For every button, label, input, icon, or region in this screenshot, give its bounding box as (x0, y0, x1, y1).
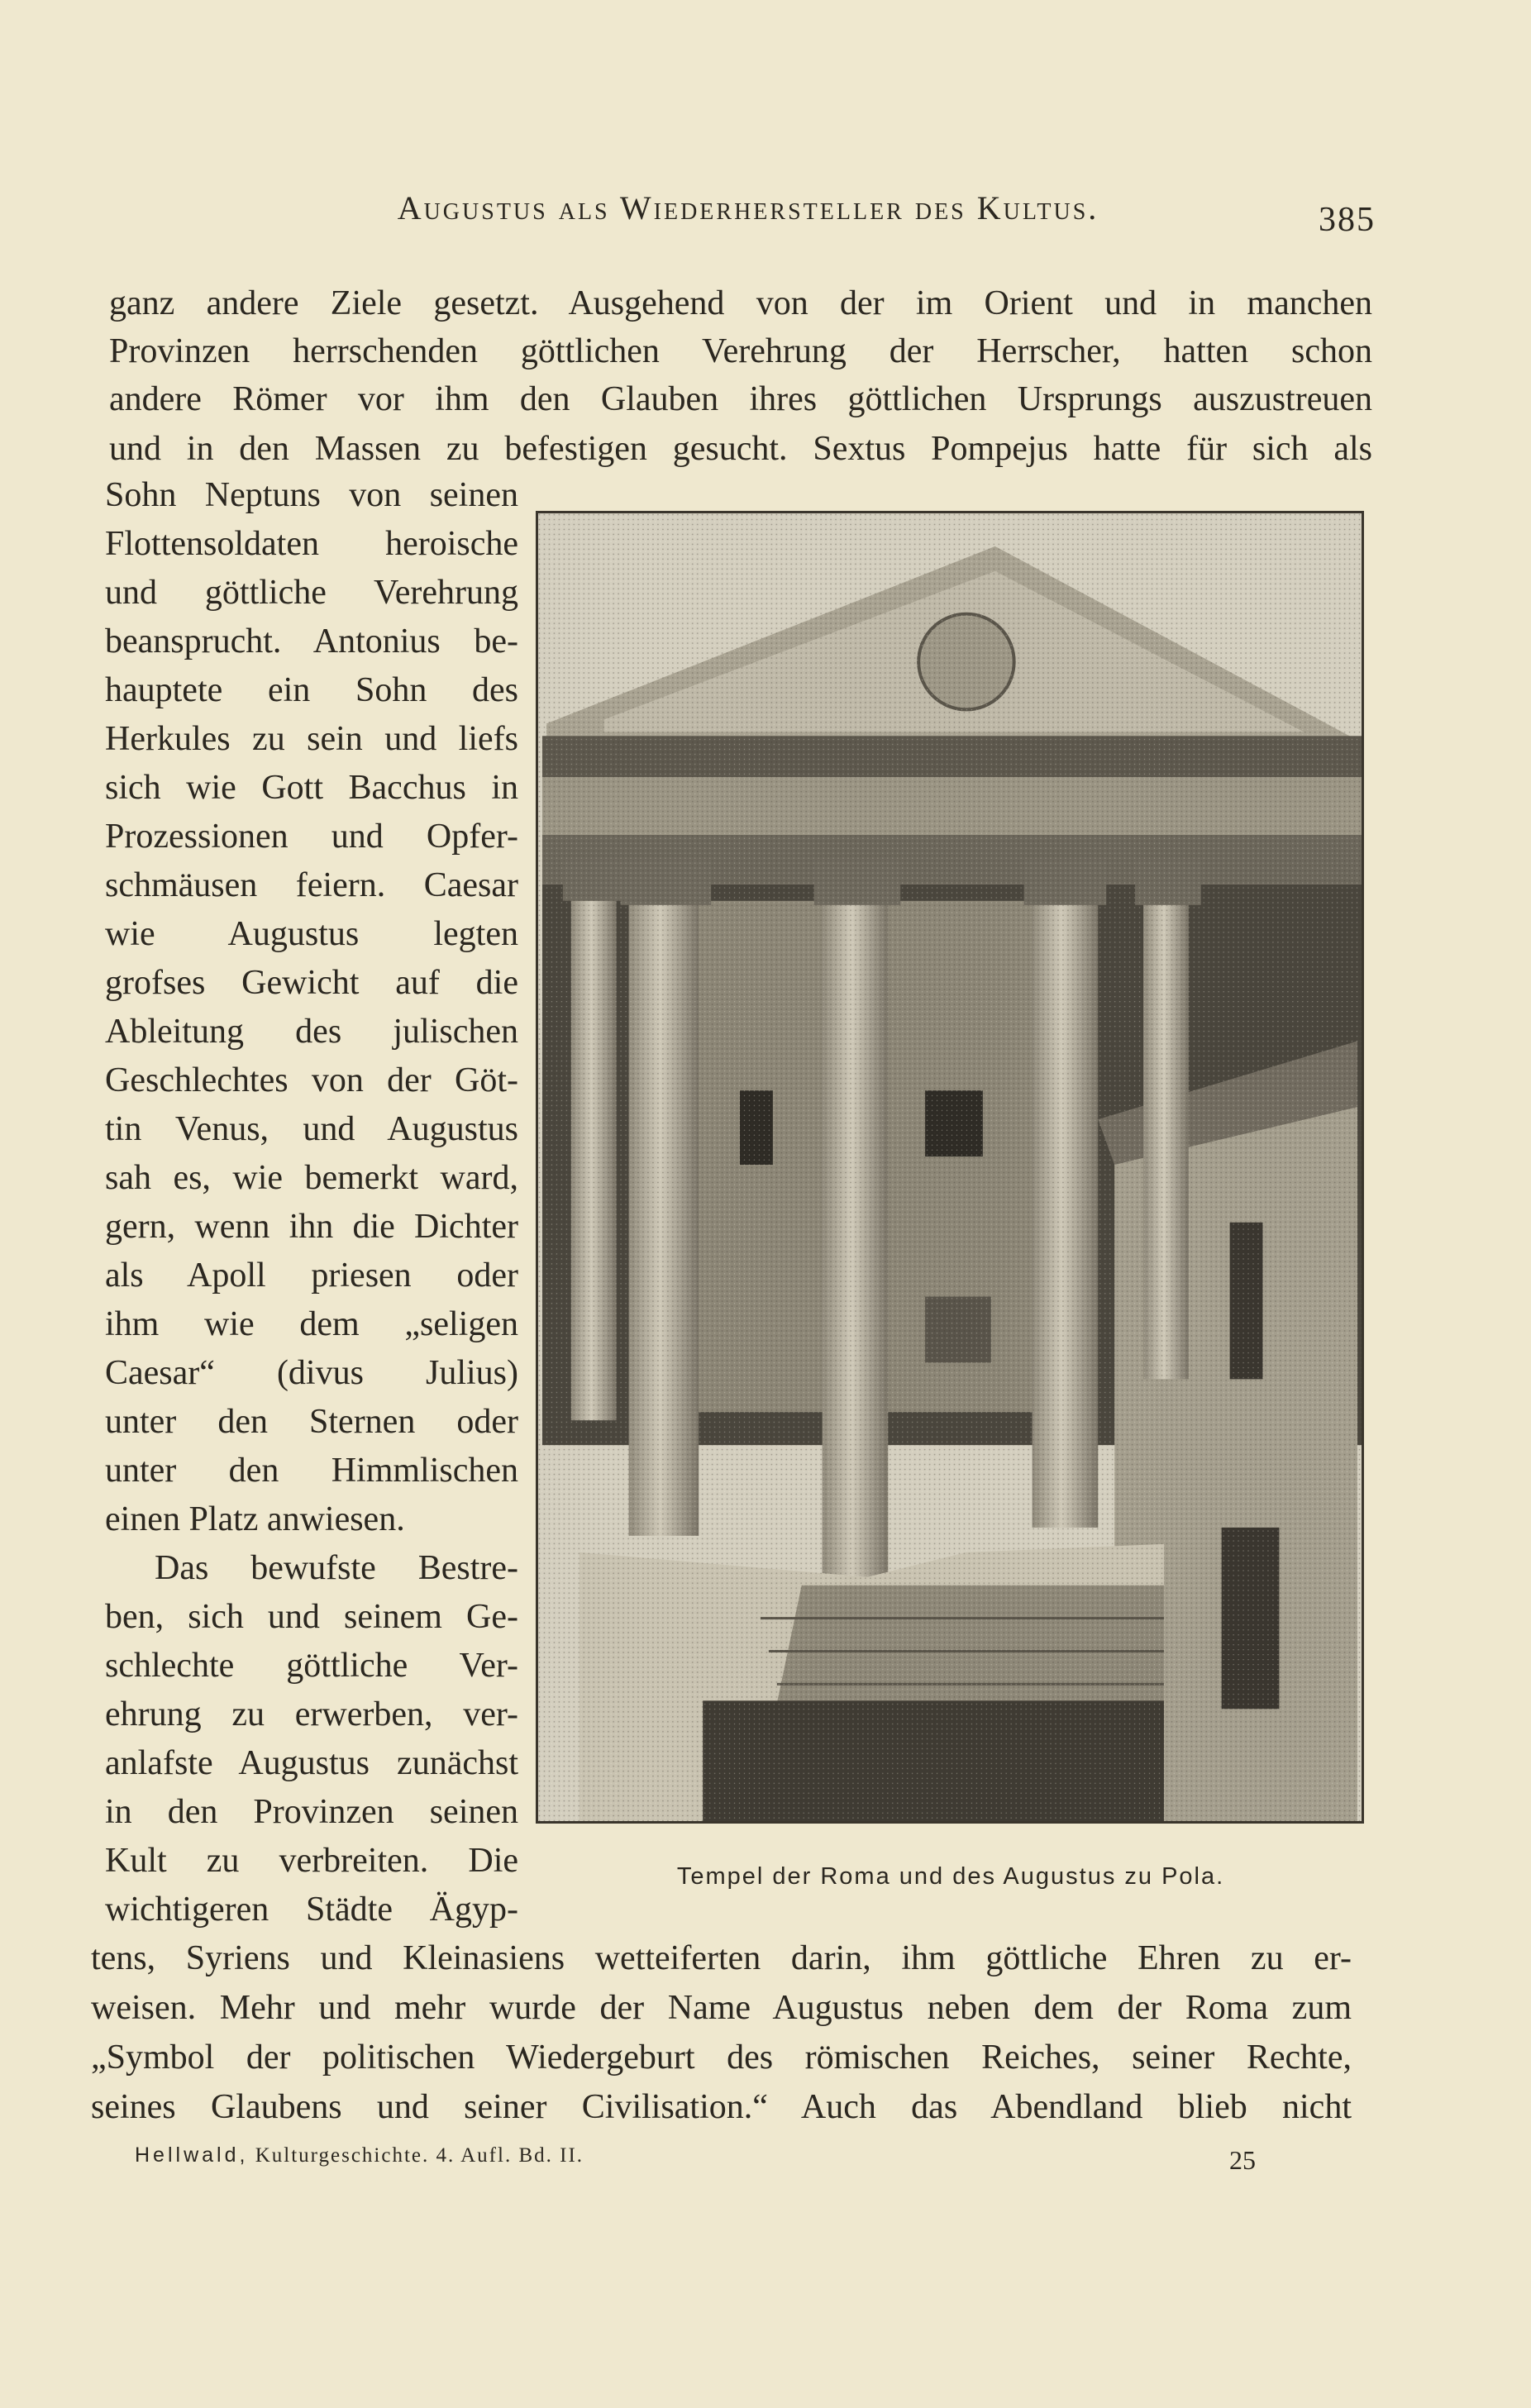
text-line: Provinzen herrschenden göttlichen Verehrung der Herrscher, hatten schon (109, 332, 1372, 370)
text-line: und in den Massen zu befestigen gesucht. Sextus Pompejus hatte für sich als (109, 430, 1372, 468)
text-line: ganz andere Ziele gesetzt. Ausgehend von der im Orient und in manchen (109, 284, 1372, 322)
text-line: und göttliche Verehrung (105, 574, 518, 612)
text-line: „Symbol der politischen Wiedergeburt des römischen Reiches, seiner Rechte, (91, 2038, 1352, 2077)
text-line: hauptete ein Sohn des (105, 671, 518, 709)
footer-author: Hellwald, (135, 2143, 249, 2167)
text-line: unter den Himmlischen (105, 1452, 518, 1490)
text-line: schlechte göttliche Ver- (105, 1647, 518, 1685)
text-line: gern, wenn ihn die Dichter (105, 1208, 518, 1246)
text-line: einen Platz anwiesen. (105, 1500, 405, 1538)
text-line: andere Römer vor ihm den Glauben ihres göttlichen Ursprungs auszustreuen (109, 380, 1372, 418)
text-line: als Apoll priesen oder (105, 1256, 518, 1295)
text-line: Geschlechtes von der Göt- (105, 1061, 518, 1099)
text-line: weisen. Mehr und mehr wurde der Name Augustus neben dem der Roma zum (91, 1989, 1352, 2027)
footer-signature (135, 2143, 584, 2167)
text-line: ehrung zu erwerben, ver- (105, 1695, 518, 1733)
running-header: Augustus als Wiederhersteller des Kultus. (397, 189, 1099, 226)
text-line: Prozessionen und Opfer- (105, 818, 518, 856)
text-line: beansprucht. Antonius be- (105, 622, 518, 660)
text-line: Caesar“ (divus Julius) (105, 1354, 518, 1392)
text-line: wichtigeren Städte Ägyp- (105, 1891, 518, 1929)
text-line: wie Augustus legten (105, 915, 518, 953)
text-line: seines Glaubens und seiner Civilisation.“ Auch das Abendland blieb nicht (91, 2088, 1352, 2126)
text-line: grofses Gewicht auf die (105, 964, 518, 1002)
text-line: anlafste Augustus zunächst (105, 1744, 518, 1782)
text-line: Flottensoldaten heroische (105, 525, 518, 563)
text-line: Ableitung des julischen (105, 1013, 518, 1051)
text-line: tin Venus, und Augustus (105, 1110, 518, 1148)
footer-work: Kulturgeschichte. 4. Aufl. Bd. II. (255, 2144, 584, 2167)
text-line: tens, Syriens und Kleinasiens wetteiferten darin, ihm göttliche Ehren zu er- (91, 1939, 1352, 1977)
text-line: Kult zu verbreiten. Die (105, 1842, 518, 1880)
temple-illustration (536, 511, 1364, 1824)
text-line: sah es, wie bemerkt ward, (105, 1159, 518, 1197)
text-line: schmäusen feiern. Caesar (105, 866, 518, 904)
text-line: sich wie Gott Bacchus in (105, 769, 518, 807)
text-line: ihm wie dem „seligen (105, 1305, 518, 1343)
text-line: Herkules zu sein und liefs (105, 720, 518, 758)
text-line: ben, sich und seinem Ge- (105, 1598, 518, 1636)
text-line: Das bewufste Bestre- (155, 1549, 518, 1587)
text-line: unter den Sternen oder (105, 1403, 518, 1441)
page-number: 385 (1319, 201, 1376, 239)
text-line: Sohn Neptuns von seinen (105, 476, 518, 514)
text-line: in den Provinzen seinen (105, 1793, 518, 1831)
figure-caption: Tempel der Roma und des Augustus zu Pola. (676, 1863, 1225, 1890)
signature-number: 25 (1229, 2145, 1256, 2175)
